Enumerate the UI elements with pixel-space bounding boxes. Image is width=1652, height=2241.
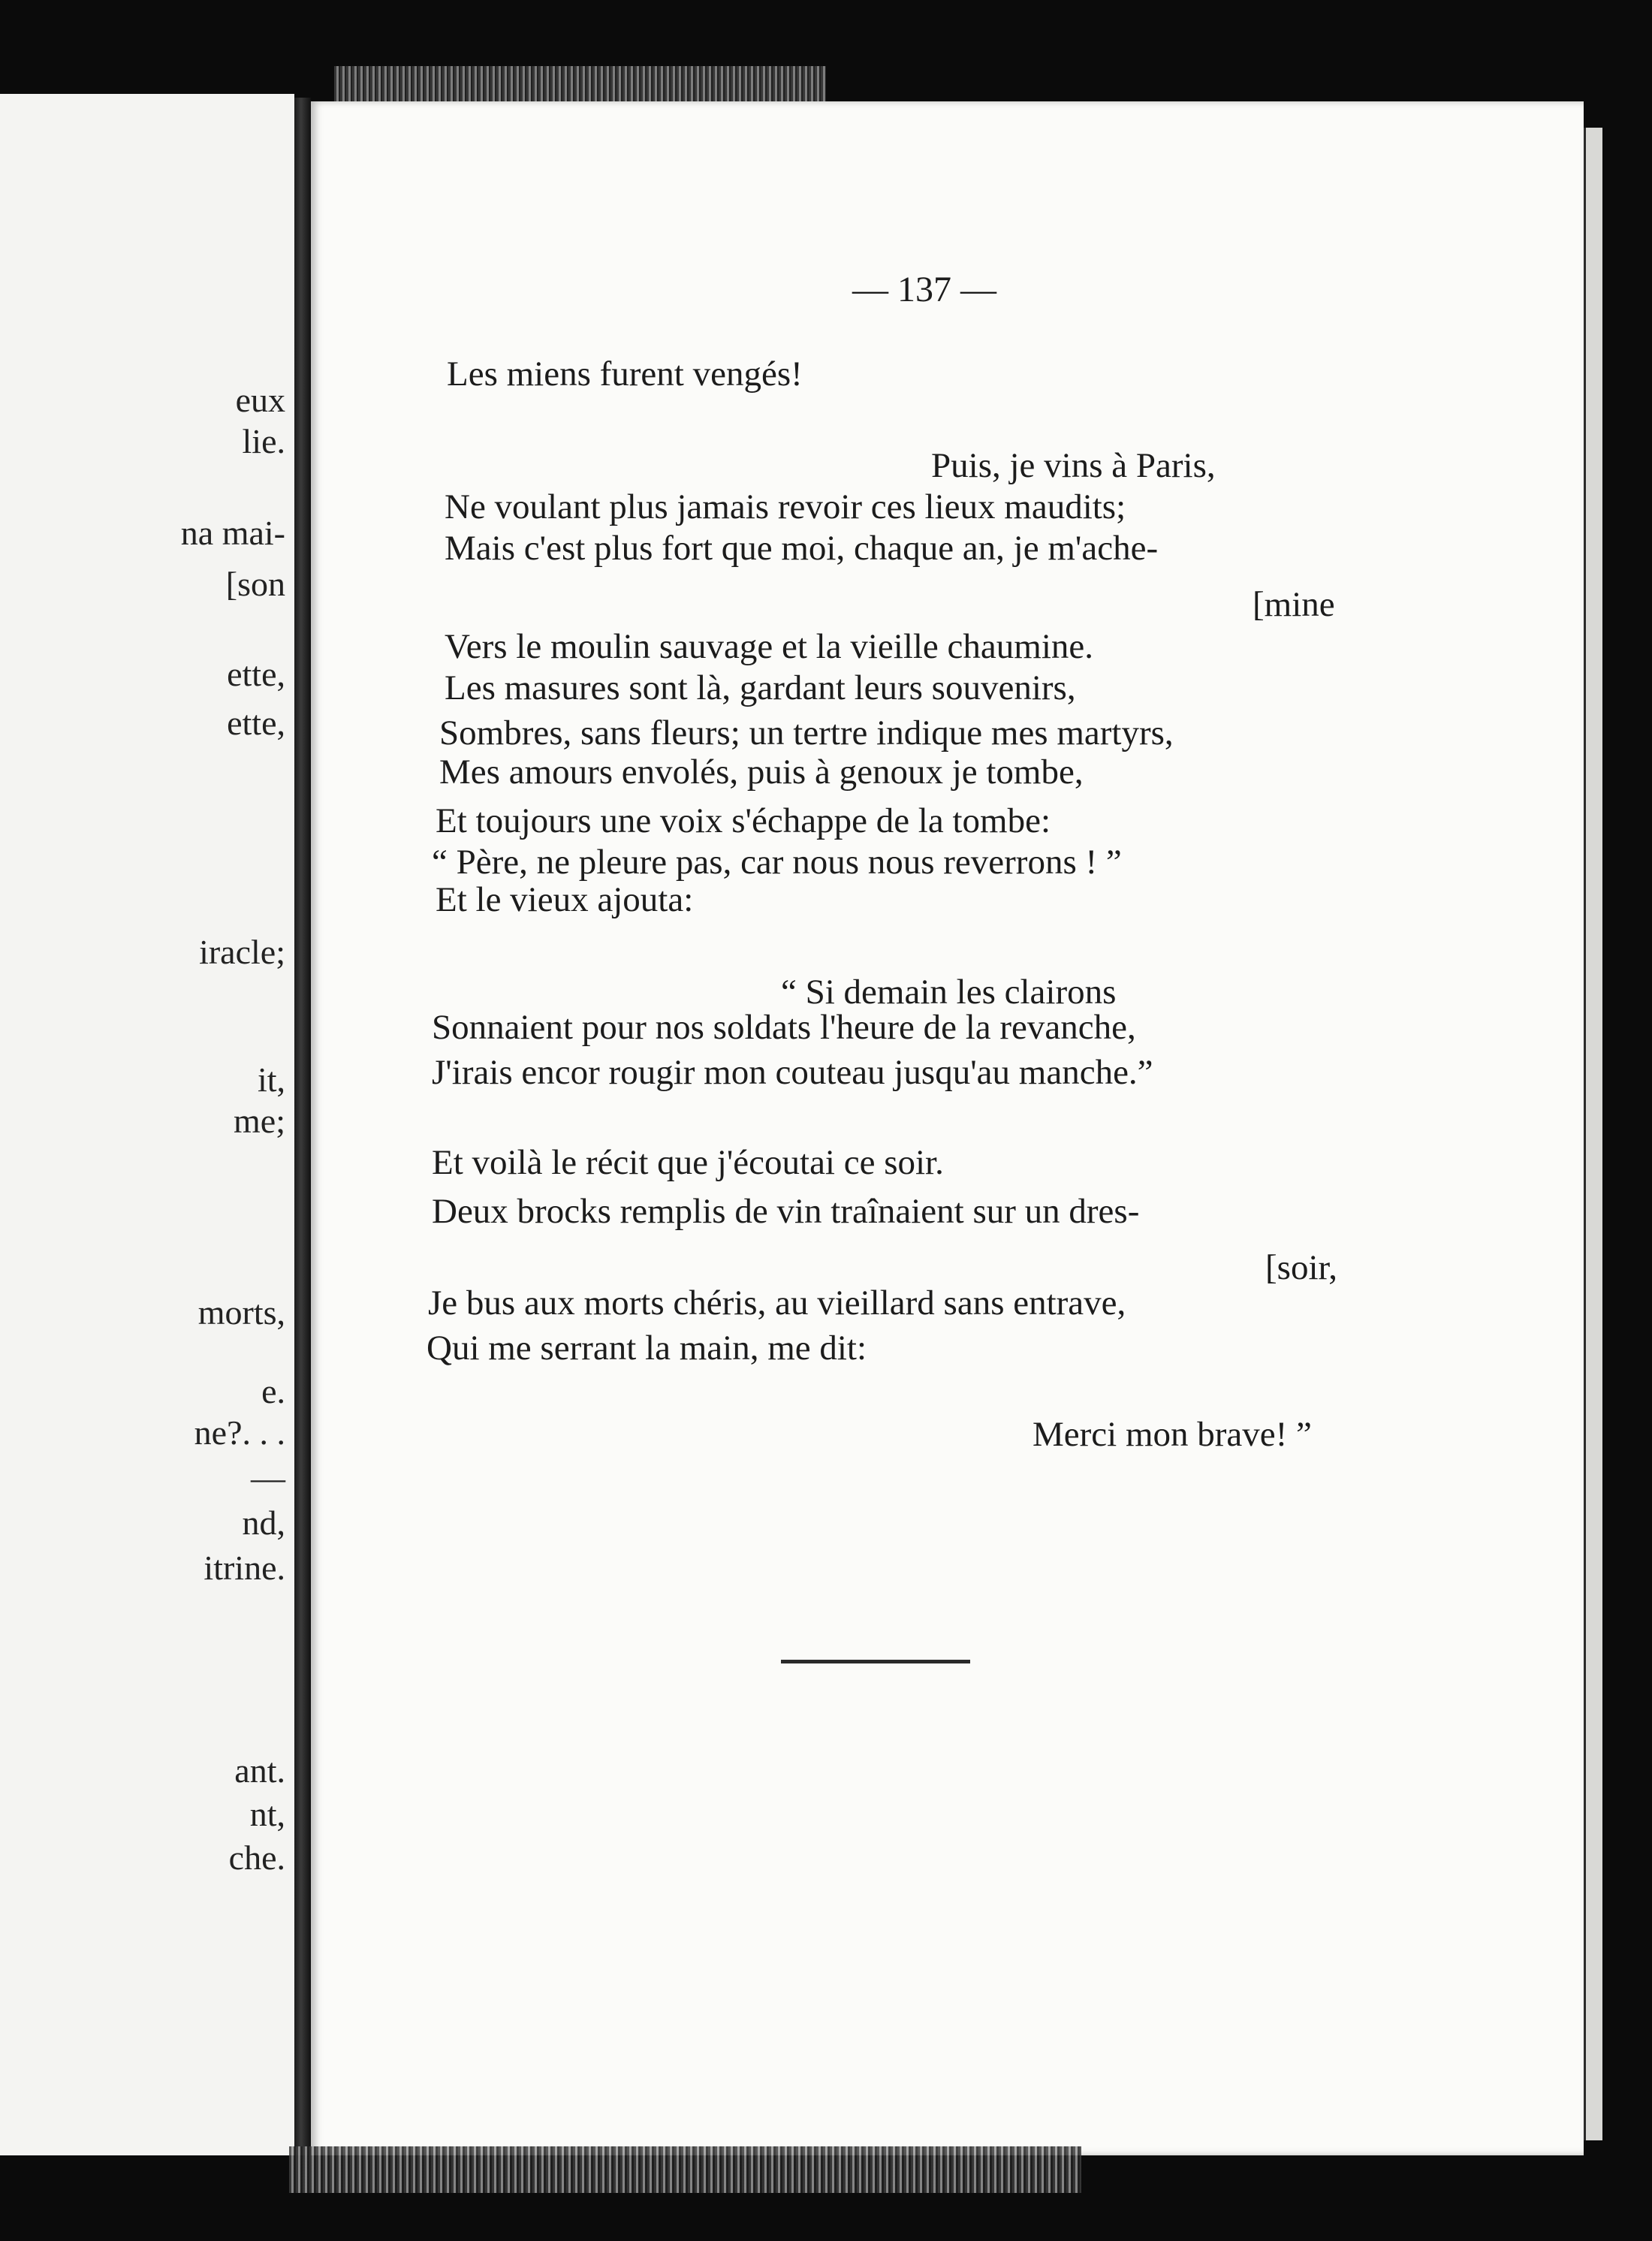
poem-line: Je bus aux morts chéris, au vieillard sans entrave,: [428, 1283, 1126, 1323]
left-fragment: lie.: [242, 422, 285, 460]
left-fragment: morts,: [197, 1293, 285, 1332]
left-fragment: na mai-: [180, 514, 285, 552]
left-fragment: me;: [234, 1102, 285, 1140]
left-fragment: eux: [235, 381, 285, 419]
poem-line: “ Père, ne pleure pas, car nous nous reverrons ! ”: [432, 843, 1122, 882]
left-fragment: iracle;: [199, 933, 285, 971]
page-edge-top: [334, 66, 826, 102]
poem-line: [soir,: [1265, 1248, 1338, 1287]
left-fragment: ne?. . .: [194, 1413, 285, 1452]
poem-line: Qui me serrant la main, me dit:: [427, 1329, 867, 1368]
left-fragment: ant.: [234, 1751, 285, 1790]
poem-line: Et le vieux ajouta:: [436, 880, 694, 919]
page-edge-bottom: [289, 2146, 1081, 2193]
left-fragment: e.: [261, 1372, 285, 1410]
poem-line: Mais c'est plus fort que moi, chaque an, je m'ache-: [445, 529, 1159, 568]
page-edge-right: [1584, 128, 1602, 2140]
left-fragment: ette,: [227, 704, 285, 742]
poem-line: J'irais encor rougir mon couteau jusqu'au manche.”: [432, 1053, 1153, 1092]
poem-line: Et voilà le récit que j'écoutai ce soir.: [432, 1143, 944, 1182]
left-fragment: it,: [257, 1060, 285, 1099]
poem-line: Sombres, sans fleurs; un tertre indique mes martyrs,: [439, 713, 1174, 753]
poem-line: Sonnaient pour nos soldats l'heure de la revanche,: [432, 1008, 1136, 1047]
left-fragment: —: [251, 1458, 285, 1497]
left-fragment: itrine.: [203, 1549, 285, 1587]
poem-line: Et toujours une voix s'échappe de la tombe:: [436, 801, 1051, 840]
page-number: — 137 —: [852, 270, 996, 309]
end-rule: [781, 1660, 970, 1663]
poem-line: Ne voulant plus jamais revoir ces lieux maudits;: [445, 487, 1126, 526]
left-fragment: che.: [228, 1838, 285, 1877]
poem-line: Les masures sont là, gardant leurs souvenirs,: [445, 668, 1076, 707]
poem-line: Deux brocks remplis de vin traînaient sur un dres-: [432, 1192, 1140, 1231]
left-fragment: ette,: [227, 655, 285, 693]
left-fragment: nd,: [242, 1504, 285, 1542]
left-fragment: nt,: [249, 1795, 285, 1833]
right-page: [311, 101, 1584, 2155]
left-fragment: [son: [225, 565, 285, 603]
poem-line: Puis, je vins à Paris,: [931, 446, 1216, 485]
poem-line: [mine: [1253, 585, 1335, 624]
poem-line: Vers le moulin sauvage et la vieille chaumine.: [445, 627, 1093, 666]
poem-line: “ Si demain les clairons: [781, 973, 1117, 1012]
left-page: [0, 94, 294, 2155]
poem-line: Merci mon brave! ”: [1032, 1415, 1312, 1454]
poem-line: Les miens furent vengés!: [447, 354, 803, 394]
book-gutter: [294, 98, 311, 2155]
poem-line: Mes amours envolés, puis à genoux je tombe,: [439, 753, 1084, 792]
